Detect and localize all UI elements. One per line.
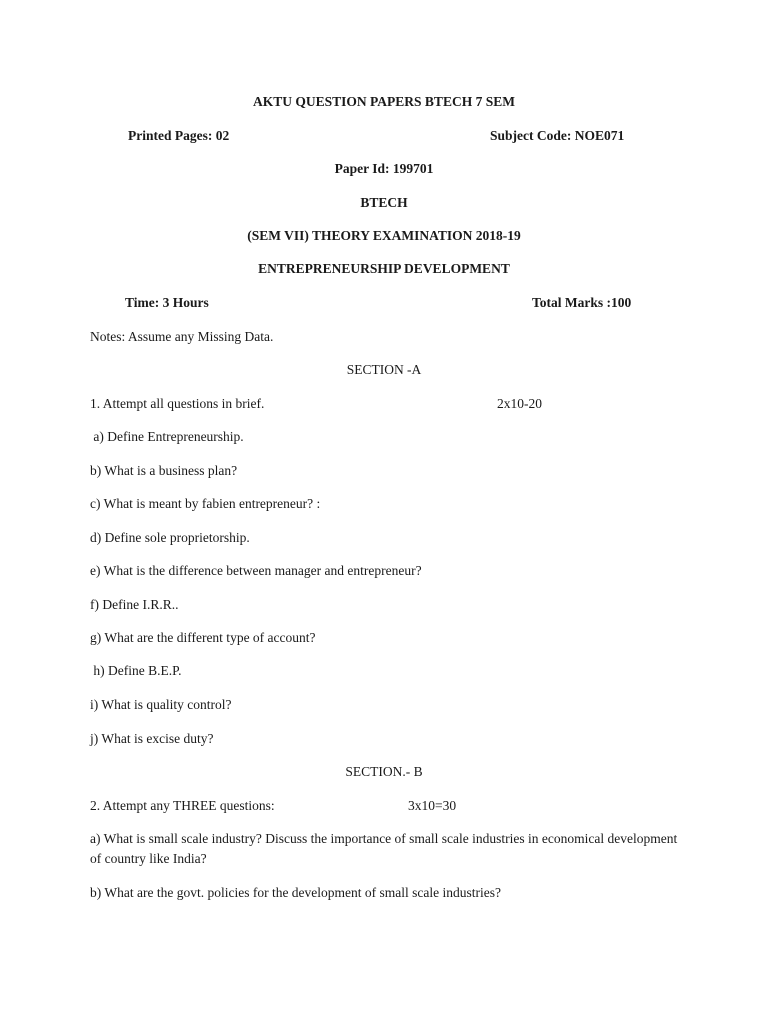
printed-pages: Printed Pages: 02	[128, 128, 230, 143]
question-h: h) Define B.E.P.	[90, 663, 182, 678]
section-b-question-b: b) What are the govt. policies for the development of small scale industries?	[90, 885, 501, 900]
question-i: i) What is quality control?	[90, 697, 232, 712]
question-e: e) What is the difference between manager and entrepreneur?	[90, 563, 422, 578]
question-a: a) Define Entrepreneurship.	[90, 429, 244, 444]
section-a-marks: 2x10-20	[497, 396, 542, 411]
question-f: f) Define I.R.R..	[90, 597, 179, 612]
exam-time: Time: 3 Hours	[125, 295, 209, 310]
degree: BTECH	[360, 195, 408, 210]
section-b-instruction: 2. Attempt any THREE questions:	[90, 798, 275, 813]
question-j: j) What is excise duty?	[90, 731, 214, 746]
question-c: c) What is meant by fabien entrepreneur? :	[90, 496, 321, 511]
exam-title: (SEM VII) THEORY EXAMINATION 2018-19	[247, 228, 521, 243]
subject-title: ENTREPRENEURSHIP DEVELOPMENT	[258, 261, 510, 276]
section-a-instruction: 1. Attempt all questions in brief.	[90, 396, 265, 411]
section-a-heading: SECTION -A	[346, 362, 422, 377]
question-g: g) What are the different type of account?	[90, 630, 316, 645]
subject-code: Subject Code: NOE071	[490, 128, 625, 143]
section-b-heading: SECTION.- B	[345, 764, 423, 779]
section-b-question-a: a) What is small scale industry? Discuss the importance of small scale industries in economical development of country like India?	[90, 831, 678, 866]
total-marks: Total Marks :100	[532, 295, 632, 310]
notes: Notes: Assume any Missing Data.	[90, 329, 274, 344]
paper-id: Paper Id: 199701	[334, 161, 434, 176]
paper-title: AKTU QUESTION PAPERS BTECH 7 SEM	[253, 94, 515, 109]
question-b: b) What is a business plan?	[90, 463, 238, 478]
section-b-marks: 3x10=30	[408, 798, 457, 813]
question-d: d) Define sole proprietorship.	[90, 530, 250, 545]
